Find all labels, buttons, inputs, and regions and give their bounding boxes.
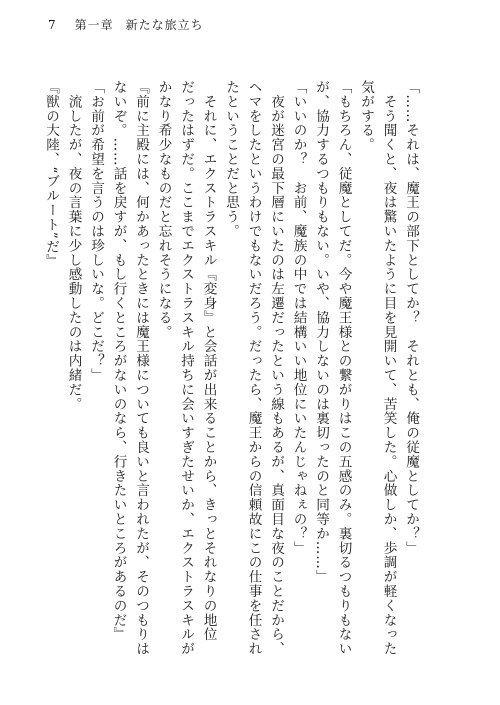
running-header <box>48 16 204 33</box>
text-line: が、協力するつもりもない。いや、協力しないのは裏切ったのと同等か……」 <box>313 80 329 584</box>
text-line: かなり希少なものだと忘れそうになる。 <box>155 80 172 340</box>
text-line: 『獣の大陸、“ブルート”だ』 <box>43 80 59 269</box>
chapter-label: 第一章 <box>74 18 114 32</box>
text-line: ヘマをしたというわけでもないだろう。だったら、魔王からの信頼故にこの仕事を任され <box>245 80 262 656</box>
text-line: 気がする。 <box>358 80 374 152</box>
text-line: それに、エクストラスキル『変身』と会話が出来ることから、きっとそれなりの地位 <box>200 80 217 642</box>
text-line: だったはずだ。ここまでエクストラスキル持ちに会いすぎたせいか、エクストラスキルが <box>178 80 194 656</box>
text-line: ないぞ。……話を戻すが、もし行くところがないのなら、行きたいところがあるのだ』 <box>110 80 127 642</box>
text-line: 「もちろん、従魔としてだ。今や魔王様との繋がりはこの五感のみ。裏切るつもりもない <box>335 80 352 656</box>
page-number: 7 <box>48 18 57 32</box>
text-line: そう聞くと、夜は驚いたように目を見開いて、苦笑した。心做しか、歩調が軽くなった <box>380 80 397 656</box>
text-line: 夜が迷宮の最下層にいたのは左遷だったという線もあるが、真面目な夜のことだから、 <box>268 80 284 656</box>
chapter-title: 新たな旅立ち <box>125 18 204 32</box>
text-line: 「……それは、魔王の部下としてか？ それとも、俺の従魔としてか？」 <box>403 80 419 556</box>
text-line: たということだと思う。 <box>223 80 239 239</box>
text-line: 流したが、夜の言葉に少し感動したのは内緒だ。 <box>65 80 82 412</box>
text-line: 「お前が希望を言うのは珍しいな。どこだ？」 <box>88 80 104 383</box>
text-line: 「いいのか？ お前、魔族の中では結構いい地位にいたんじゃねぇの？」 <box>290 80 307 556</box>
vertical-body-text <box>43 80 422 680</box>
text-line: 『前に主殿には、何かあったときには魔王様についても良いと言われたが、そのつもりは <box>133 80 149 656</box>
